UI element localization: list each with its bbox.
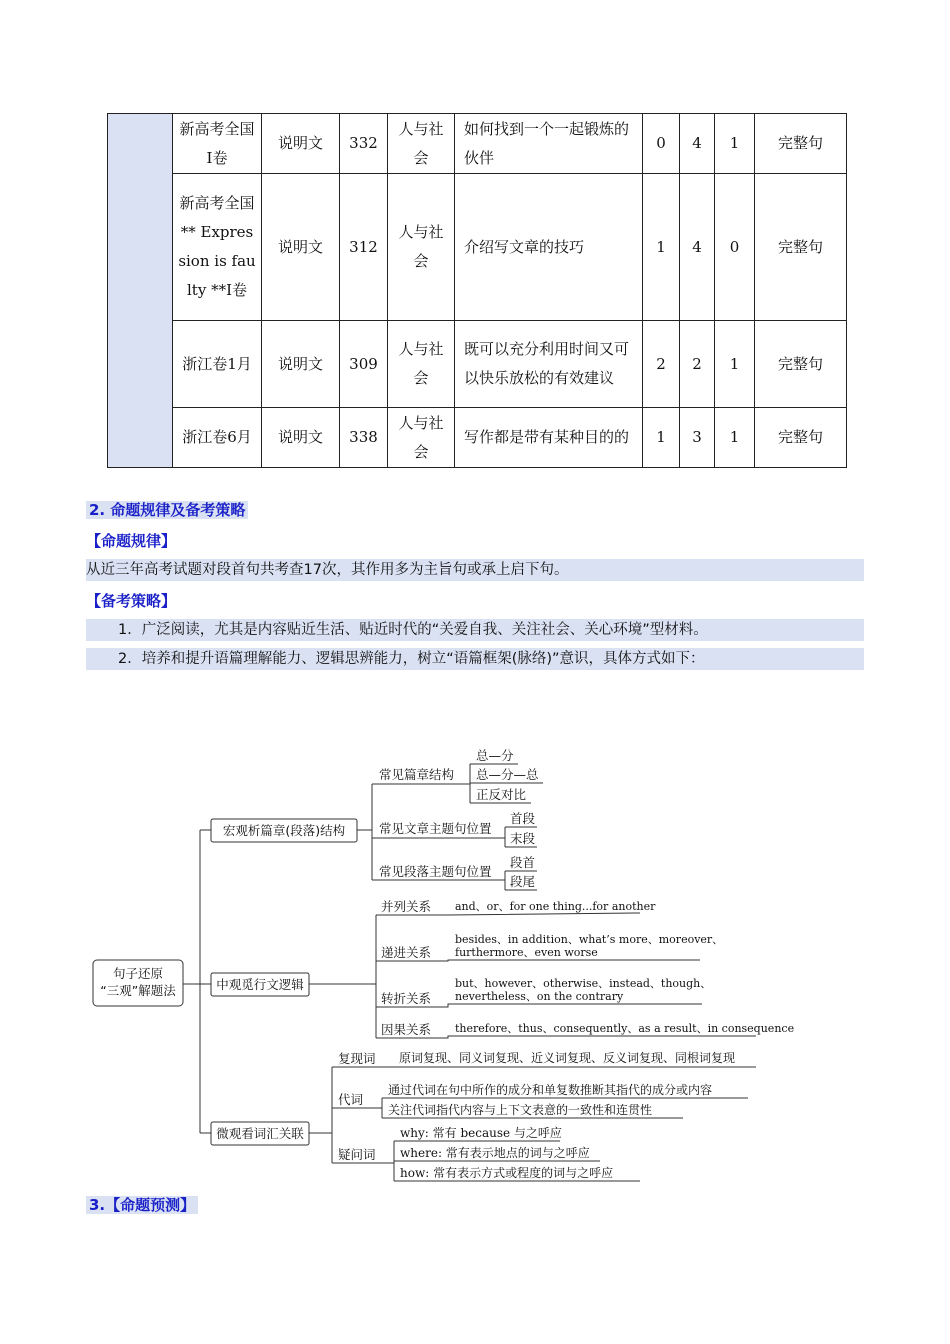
root-node-line2: “三观”解题法: [100, 983, 176, 998]
rule-label: 【命题规律】: [86, 532, 177, 550]
theme-cell: 人与社会: [388, 408, 455, 468]
words-cell: 309: [340, 321, 388, 408]
logic-label: 转折关系: [381, 991, 432, 1006]
count-cell: 2: [643, 321, 680, 408]
lexical-example: 关注代词指代内容与上下文表意的一致性和连贯性: [388, 1103, 653, 1117]
lexical-example: why: 常有 because 与之呼应: [400, 1126, 562, 1140]
source-cell: 新高考全国Ⅰ卷: [173, 114, 262, 174]
rule-text: 从近三年高考试题对段首句共考查17次，其作用多为主旨句或承上启下句。: [86, 559, 864, 581]
lexical-example: how: 常有表示方式或程度的词与之呼应: [400, 1166, 614, 1180]
count-cell: 3: [680, 408, 715, 468]
logic-label: 并列关系: [381, 899, 432, 914]
lexical-example: 原词复现、同义词复现、近义词复现、反义词复现、同根词复现: [399, 1051, 736, 1065]
type-cell: 说明文: [262, 174, 340, 321]
structure-item: 总—分: [476, 748, 514, 763]
source-cell: 浙江卷1月: [173, 321, 262, 408]
topic-cell: 如何找到一个一起锻炼的伙伴: [455, 114, 643, 174]
topic-cell: 介绍写文章的技巧: [455, 174, 643, 321]
structure-item: 正反对比: [476, 787, 527, 802]
source-cell: 新高考全国** Expression is faulty **Ⅰ卷: [173, 174, 262, 321]
type-cell: 说明文: [262, 321, 340, 408]
strategy-label: 【备考策略】: [86, 592, 177, 610]
logic-example: furthermore、even worse: [455, 946, 598, 959]
form-cell: 完整句: [755, 174, 847, 321]
lexical-label: 代词: [338, 1092, 364, 1107]
strategy-item: 1．广泛阅读，尤其是内容贴近生活、贴近时代的“关爱自我、关注社会、关心环境”型材料。: [86, 619, 864, 641]
lexical-example: 通过代词在句中所作的成分和单复数推断其指代的成分或内容: [388, 1083, 713, 1097]
section3-heading: 3.【命题预测】: [86, 1194, 198, 1216]
theme-cell: 人与社会: [388, 321, 455, 408]
logic-example: therefore、thus、consequently、as a result、in consequence: [455, 1022, 795, 1035]
lexical-example: where: 常有表示地点的词与之呼应: [400, 1146, 590, 1160]
words-cell: 338: [340, 408, 388, 468]
middle-node: 中观觅行文逻辑: [216, 977, 304, 992]
para-topic-item: 段尾: [510, 874, 536, 889]
count-cell: 0: [715, 174, 755, 321]
logic-label: 因果关系: [381, 1022, 432, 1037]
structure-label: 常见篇章结构: [379, 767, 455, 782]
count-cell: 2: [680, 321, 715, 408]
source-cell: 浙江卷6月: [173, 408, 262, 468]
form-cell: 完整句: [755, 114, 847, 174]
type-cell: 说明文: [262, 408, 340, 468]
para-topic-item: 段首: [510, 855, 536, 870]
theme-cell: 人与社会: [388, 114, 455, 174]
theme-cell: 人与社会: [388, 174, 455, 321]
topic-cell: 写作都是带有某种目的的: [455, 408, 643, 468]
logic-label: 递进关系: [381, 945, 432, 960]
text-topic-item: 首段: [510, 811, 536, 826]
count-cell: 4: [680, 174, 715, 321]
strategy-item: 2．培养和提升语篇理解能力、逻辑思辨能力，树立“语篇框架(脉络)”意识，具体方式如下：: [86, 648, 864, 670]
count-cell: 1: [715, 408, 755, 468]
logic-example: but、however、otherwise、instead、though、: [455, 977, 712, 990]
count-cell: 4: [680, 114, 715, 174]
text-topic-label: 常见文章主题句位置: [379, 821, 492, 836]
logic-example: besides、in addition、what’s more、moreover、: [455, 933, 724, 946]
logic-example: nevertheless、on the contrary: [455, 990, 624, 1003]
count-cell: 1: [715, 321, 755, 408]
section-heading: 2. 命题规律及备考策略: [86, 499, 248, 521]
count-cell: 1: [643, 408, 680, 468]
type-cell: 说明文: [262, 114, 340, 174]
logic-example: and、or、for one thing...for another: [455, 900, 656, 913]
count-cell: 0: [643, 114, 680, 174]
words-cell: 332: [340, 114, 388, 174]
para-topic-label: 常见段落主题句位置: [379, 864, 492, 879]
lexical-label: 复现词: [338, 1051, 376, 1066]
lexical-label: 疑问词: [338, 1147, 376, 1162]
micro-node: 微观看词汇关联: [216, 1126, 304, 1141]
count-cell: 1: [643, 174, 680, 321]
form-cell: 完整句: [755, 321, 847, 408]
words-cell: 312: [340, 174, 388, 321]
root-node-line1: 句子还原: [112, 966, 164, 981]
topic-cell: 既可以充分利用时间又可以快乐放松的有效建议: [455, 321, 643, 408]
structure-item: 总—分—总: [476, 767, 539, 782]
macro-node: 宏观析篇章(段落)结构: [222, 823, 346, 838]
text-topic-item: 末段: [510, 831, 536, 846]
form-cell: 完整句: [755, 408, 847, 468]
count-cell: 1: [715, 114, 755, 174]
